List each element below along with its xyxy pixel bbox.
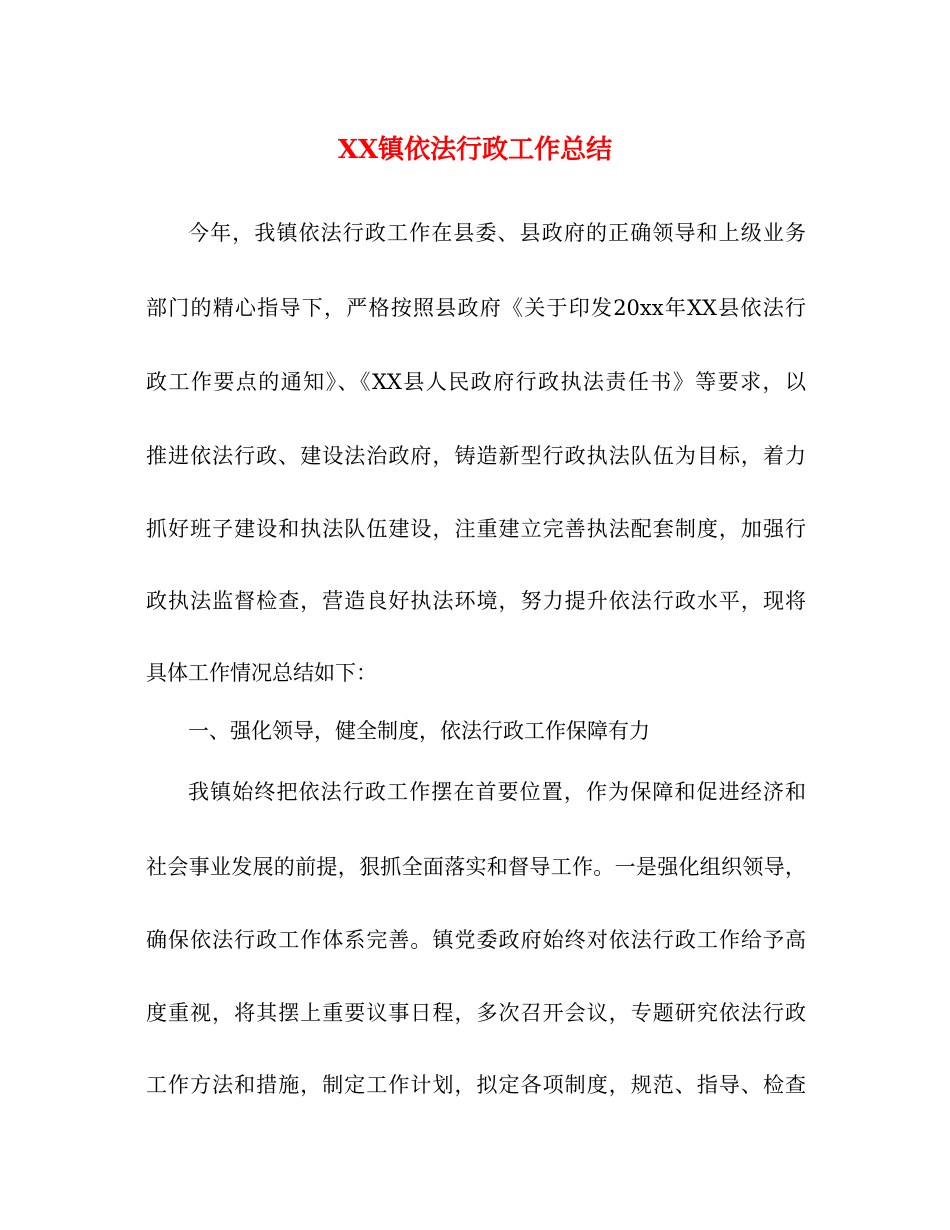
paragraph-line: 社会事业发展的前提，狠抓全面落实和督导工作。一是强化组织领导， [146,855,806,879]
paragraph-line: 具体工作情况总结如下： [146,661,377,685]
paragraph-line: 确保依法行政工作体系完善。镇党委政府始终对依法行政工作给予高 [146,928,806,952]
paragraph-line: 抓好班子建设和执法队伍建设，注重建立完善执法配套制度，加强行 [146,517,806,541]
paragraph-line: 政工作要点的通知》、《XX县人民政府行政执法责任书》等要求，以 [146,370,806,394]
paragraph-line: 部门的精心指导下，严格按照县政府《关于印发20xx年XX县依法行 [146,296,806,320]
document-title: XX镇依法行政工作总结 [337,135,613,165]
paragraph-line: 我镇始终把依法行政工作摆在首要位置，作为保障和促进经济和 [188,780,806,804]
paragraph-line: 度重视，将其摆上重要议事日程，多次召开会议，专题研究依法行政 [146,1001,806,1025]
paragraph-line: 工作方法和措施，制定工作计划，拟定各项制度，规范、指导、检查 [146,1073,806,1097]
paragraph-line: 今年，我镇依法行政工作在县委、县政府的正确领导和上级业务 [188,221,806,245]
section-heading: 一、强化领导，健全制度，依法行政工作保障有力 [188,719,650,743]
paragraph-line: 政执法监督检查，营造良好执法环境，努力提升依法行政水平，现将 [146,589,806,613]
paragraph-line: 推进依法行政、建设法治政府，铸造新型行政执法队伍为目标，着力 [146,444,806,468]
